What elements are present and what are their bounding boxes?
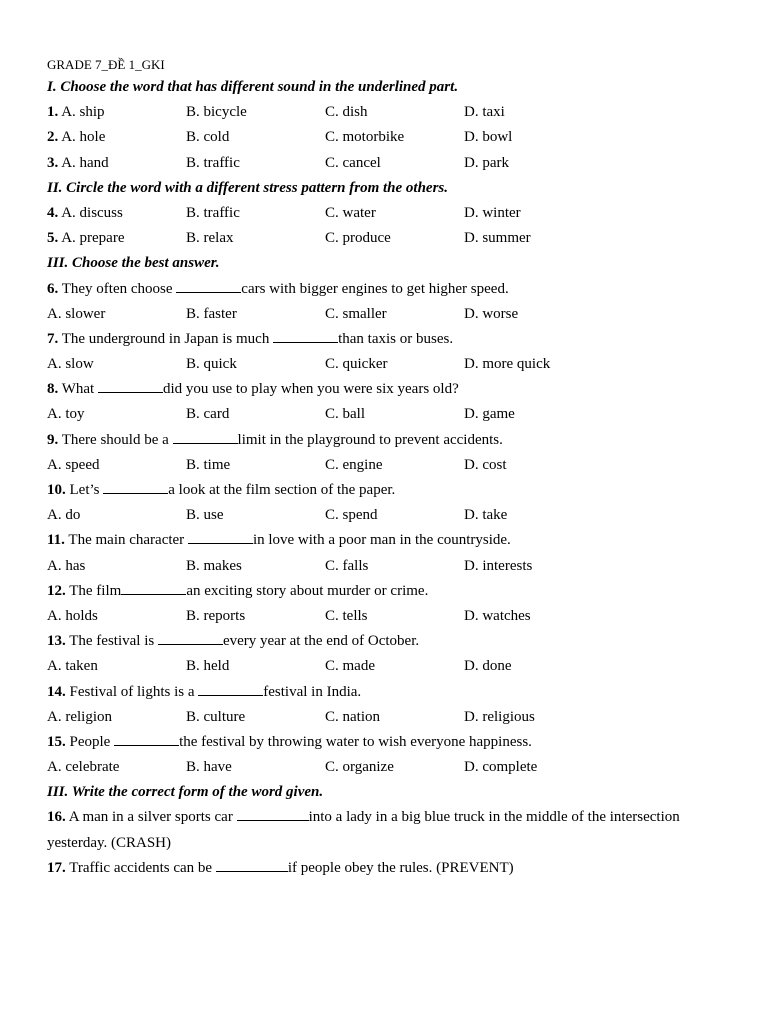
option-b: B. bicycle xyxy=(186,104,247,121)
question-number: 15. xyxy=(47,733,66,750)
question-7-stem: 7. The underground in Japan is much than taxis or buses. xyxy=(47,330,454,347)
question-16-stem: 16. A man in a silver sports car into a lady in a big blue truck in the middle of the intersection xyxy=(47,809,680,826)
question-number: 6. xyxy=(47,280,59,297)
question-13-options xyxy=(47,654,727,679)
question-7-options xyxy=(47,352,727,377)
option-d: D. watches xyxy=(464,607,531,624)
option-c: C. motorbike xyxy=(325,129,405,146)
option-b: B. makes xyxy=(186,557,242,574)
option-d: D. cost xyxy=(464,456,507,473)
answer-blank[interactable] xyxy=(121,581,186,595)
option-a: A. taken xyxy=(47,658,98,675)
option-b: B. time xyxy=(186,456,231,473)
question-11-options xyxy=(47,554,727,579)
answer-blank[interactable] xyxy=(98,379,163,393)
option-b: B. cold xyxy=(186,129,230,146)
worksheet-header: GRADE 7_ĐỀ 1_GKI xyxy=(47,57,165,72)
option-a: A. speed xyxy=(47,456,100,473)
question-17-stem: 17. Traffic accidents can be if people obey the rules. (PREVENT) xyxy=(47,859,514,876)
question-10-options xyxy=(47,503,727,528)
option-d: D. take xyxy=(464,507,508,524)
option-c: C. falls xyxy=(325,557,369,574)
answer-blank[interactable] xyxy=(216,858,288,872)
worksheet xyxy=(47,55,727,881)
question-number: 5. xyxy=(47,230,59,247)
question-number: 11. xyxy=(47,532,65,549)
option-c: C. nation xyxy=(325,708,380,725)
option-c: C. produce xyxy=(325,230,391,247)
section-3-heading: III. Choose the best answer. xyxy=(47,255,220,272)
question-number: 13. xyxy=(47,633,66,650)
question-14-stem: 14. Festival of lights is a festival in India. xyxy=(47,683,362,700)
option-d: D. more quick xyxy=(464,356,551,373)
option-a: A. slower xyxy=(47,305,106,322)
question-4 xyxy=(47,201,727,226)
question-1 xyxy=(47,100,727,125)
question-6-stem: 6. They often choose cars with bigger engines to get higher speed. xyxy=(47,280,509,297)
option-a: A. toy xyxy=(47,406,85,423)
option-a: A. do xyxy=(47,507,81,524)
option-a: A. religion xyxy=(47,708,112,725)
question-number: 17. xyxy=(47,859,66,876)
option-d: D. winter xyxy=(464,204,521,221)
option-a: A. has xyxy=(47,557,86,574)
answer-blank[interactable] xyxy=(273,329,338,343)
question-number: 9. xyxy=(47,431,59,448)
option-b: B. traffic xyxy=(186,204,240,221)
option-d: D. worse xyxy=(464,305,519,322)
option-c: C. dish xyxy=(325,104,368,121)
answer-blank[interactable] xyxy=(237,807,309,821)
question-number: 2. xyxy=(47,129,59,146)
option-b: B. reports xyxy=(186,607,246,624)
option-b: B. have xyxy=(186,759,232,776)
section-4-heading: III. Write the correct form of the word given. xyxy=(47,784,324,801)
option-a: 2. A. hole xyxy=(47,129,106,146)
option-d: D. taxi xyxy=(464,104,505,121)
question-8-options xyxy=(47,402,727,427)
question-11-stem: 11. The main character in love with a poor man in the countryside. xyxy=(47,532,511,549)
option-b: B. traffic xyxy=(186,154,240,171)
option-a: 5. A. prepare xyxy=(47,230,125,247)
option-c: C. engine xyxy=(325,456,383,473)
option-c: C. ball xyxy=(325,406,365,423)
option-a: 4. A. discuss xyxy=(47,204,123,221)
option-c: C. spend xyxy=(325,507,378,524)
option-d: D. religious xyxy=(464,708,535,725)
option-d: D. done xyxy=(464,658,512,675)
question-3 xyxy=(47,151,727,176)
answer-blank[interactable] xyxy=(103,480,168,494)
option-d: D. complete xyxy=(464,759,538,776)
question-number: 14. xyxy=(47,683,66,700)
question-number: 8. xyxy=(47,381,59,398)
option-c: C. organize xyxy=(325,759,394,776)
option-c: C. smaller xyxy=(325,305,387,322)
option-b: B. card xyxy=(186,406,230,423)
question-number: 4. xyxy=(47,204,59,221)
option-b: B. held xyxy=(186,658,230,675)
answer-blank[interactable] xyxy=(173,430,238,444)
question-12-stem: 12. The film an exciting story about murder or crime. xyxy=(47,582,429,599)
question-15-options xyxy=(47,755,727,780)
option-a: 3. A. hand xyxy=(47,154,109,171)
option-c: C. water xyxy=(325,204,376,221)
question-2 xyxy=(47,125,727,150)
option-d: D. interests xyxy=(464,557,533,574)
option-b: B. relax xyxy=(186,230,234,247)
question-number: 7. xyxy=(47,330,59,347)
answer-blank[interactable] xyxy=(114,732,179,746)
option-d: D. game xyxy=(464,406,515,423)
option-d: D. park xyxy=(464,154,509,171)
question-5 xyxy=(47,226,727,251)
question-9-stem: 9. There should be a limit in the playground to prevent accidents. xyxy=(47,431,503,448)
question-9-options xyxy=(47,453,727,478)
question-14-options xyxy=(47,705,727,730)
answer-blank[interactable] xyxy=(176,279,241,293)
question-13-stem: 13. The festival is every year at the end of October. xyxy=(47,633,420,650)
answer-blank[interactable] xyxy=(188,530,253,544)
option-a: A. slow xyxy=(47,356,94,373)
question-6-options xyxy=(47,302,727,327)
option-c: C. tells xyxy=(325,607,368,624)
option-a: A. holds xyxy=(47,607,98,624)
question-number: 16. xyxy=(47,809,66,826)
section-2-heading: II. Circle the word with a different stress pattern from the others. xyxy=(47,179,449,196)
question-8-stem: 8. What did you use to play when you were six years old? xyxy=(47,381,459,398)
option-b: B. faster xyxy=(186,305,237,322)
question-15-stem: 15. People the festival by throwing water to wish everyone happiness. xyxy=(47,733,532,750)
option-a: A. celebrate xyxy=(47,759,120,776)
option-d: D. bowl xyxy=(464,129,513,146)
option-c: C. cancel xyxy=(325,154,381,171)
section-1-heading: I. Choose the word that has different sound in the underlined part. xyxy=(47,79,459,95)
option-b: B. quick xyxy=(186,356,237,373)
question-12-options xyxy=(47,604,727,629)
option-d: D. summer xyxy=(464,230,531,247)
option-a: 1. A. ship xyxy=(47,104,105,121)
question-number: 3. xyxy=(47,154,59,171)
question-16-continuation: yesterday. (CRASH) xyxy=(47,834,172,851)
option-b: B. use xyxy=(186,507,224,524)
option-b: B. culture xyxy=(186,708,246,725)
question-number: 12. xyxy=(47,582,66,599)
option-c: C. made xyxy=(325,658,375,675)
option-c: C. quicker xyxy=(325,356,388,373)
answer-blank[interactable] xyxy=(198,682,263,696)
question-number: 1. xyxy=(47,104,59,121)
question-10-stem: 10. Let’s a look at the film section of the paper. xyxy=(47,482,396,498)
question-number: 10. xyxy=(47,482,66,498)
answer-blank[interactable] xyxy=(158,631,223,645)
